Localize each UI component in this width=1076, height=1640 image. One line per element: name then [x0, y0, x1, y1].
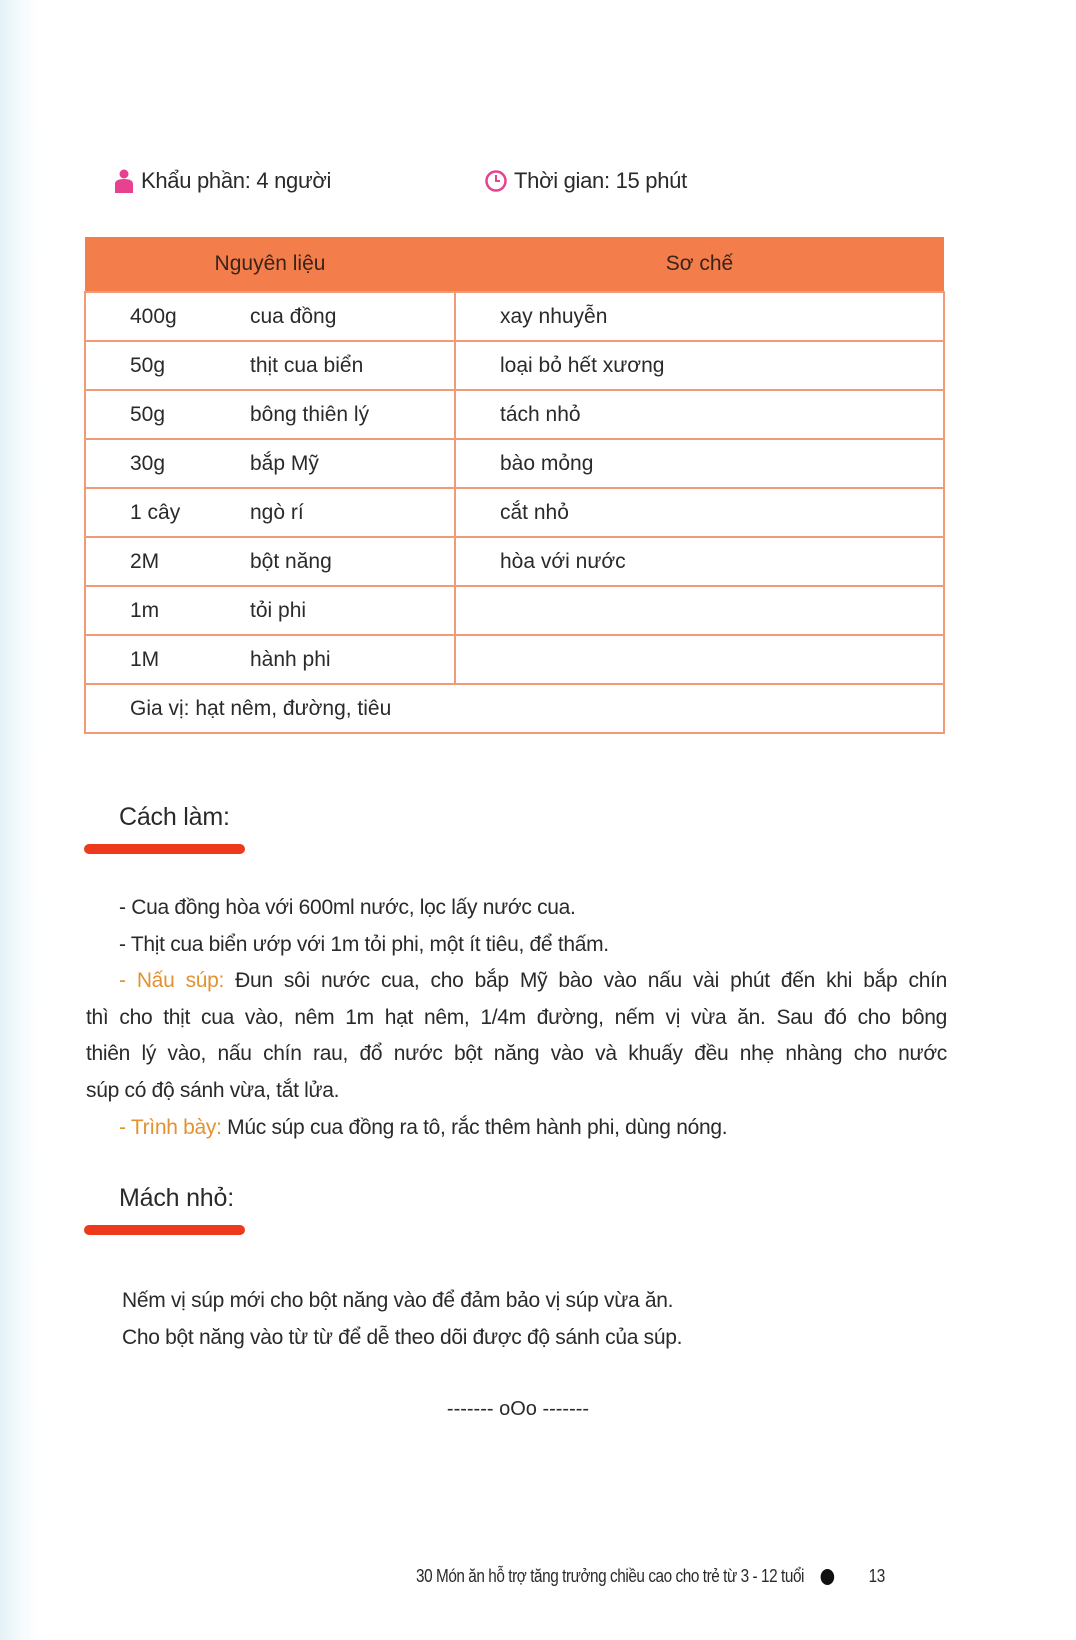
tip-line: Nếm vị súp mới cho bột năng vào để đảm bảo vị súp vừa ăn. — [122, 1289, 674, 1312]
ingredients-table — [84, 237, 945, 734]
preparation-step: bào mỏng — [455, 439, 944, 488]
clock-icon — [484, 169, 508, 193]
ingredient-row — [85, 341, 944, 390]
ingredient-quantity: 50g — [85, 341, 250, 390]
ingredient-name: hành phi — [250, 635, 455, 684]
ingredient-quantity: 1M — [85, 635, 250, 684]
ingredient-quantity: 1 cây — [85, 488, 250, 537]
header-preparation: Sơ chế — [455, 237, 944, 292]
ingredient-row — [85, 586, 944, 635]
step-1: - Cua đồng hòa với 600ml nước, lọc lấy nước cua. — [119, 896, 576, 919]
servings-text: Khẩu phần: 4 người — [141, 168, 332, 193]
ingredient-row — [85, 488, 944, 537]
time-text: Thời gian: 15 phút — [514, 168, 687, 193]
preparation-step: loại bỏ hết xương — [455, 341, 944, 390]
step-4: - Trình bày: Múc súp cua đồng ra tô, rắc thêm hành phi, dùng nóng. — [119, 1115, 728, 1139]
tips-heading: Mách nhỏ: — [119, 1184, 234, 1212]
step-3-line-2: thì cho thịt cua vào, nêm 1m hạt nêm, 1/4m đường, nếm vị vừa ăn. Sau đó cho bông — [86, 1005, 947, 1029]
step-3-line-4: súp có độ sánh vừa, tắt lửa. — [86, 1078, 340, 1102]
method-steps — [86, 890, 947, 1146]
page-number: 13 — [868, 1566, 885, 1586]
step-3-label: - Nấu súp: — [119, 969, 225, 993]
ingredient-name: bột năng — [250, 537, 455, 586]
preparation-step: hòa với nước — [455, 537, 944, 586]
time-info — [484, 168, 687, 194]
ingredient-row — [85, 635, 944, 684]
step-3-line-1: - Nấu súp: Đun sôi nước cua, cho bắp Mỹ bào vào nấu vài phút đến khi bắp chín — [119, 969, 947, 993]
preparation-step: xay nhuyễn — [455, 292, 944, 341]
tips-text — [122, 1283, 682, 1356]
ingredient-quantity: 400g — [85, 292, 250, 341]
person-icon — [113, 169, 135, 193]
page-footer — [416, 1566, 885, 1587]
ingredient-name: bông thiên lý — [250, 390, 455, 439]
ingredient-row — [85, 439, 944, 488]
ingredient-name: ngò rí — [250, 488, 455, 537]
step-2: - Thịt cua biển ướp với 1m tỏi phi, một ít tiêu, để thấm. — [119, 932, 609, 956]
tip-line: Cho bột năng vào từ từ để dễ theo dõi được độ sánh của súp. — [122, 1325, 683, 1349]
heading-underline — [84, 844, 245, 854]
seasoning-row: Gia vị: hạt nêm, đường, tiêu — [85, 684, 944, 733]
bullet-dot — [821, 1569, 835, 1585]
preparation-step: tách nhỏ — [455, 390, 944, 439]
ingredient-quantity: 1m — [85, 586, 250, 635]
heading-underline — [84, 1225, 245, 1235]
method-heading: Cách làm: — [119, 803, 230, 831]
ingredient-name: bắp Mỹ — [250, 439, 455, 488]
ingredient-name: thịt cua biển — [250, 341, 455, 390]
ingredient-row — [85, 537, 944, 586]
ingredient-quantity: 30g — [85, 439, 250, 488]
book-title: 30 Món ăn hỗ trợ tăng trưởng chiều cao cho trẻ từ 3 - 12 tuổi — [416, 1566, 805, 1586]
preparation-step — [455, 635, 944, 684]
ingredient-row — [85, 292, 944, 341]
section-separator: ------- oOo ------- — [446, 1398, 590, 1420]
header-ingredients: Nguyên liệu — [85, 237, 455, 292]
step-3-line-3: thiên lý vào, nấu chín rau, đổ nước bột năng vào và khuấy đều nhẹ nhàng cho nước — [86, 1042, 947, 1066]
ingredient-name: tỏi phi — [250, 586, 455, 635]
ingredient-quantity: 50g — [85, 390, 250, 439]
ingredient-name: cua đồng — [250, 292, 455, 341]
ingredient-quantity: 2M — [85, 537, 250, 586]
step-4-label: - Trình bày: — [119, 1115, 222, 1139]
preparation-step — [455, 586, 944, 635]
preparation-step: cắt nhỏ — [455, 488, 944, 537]
ingredient-row — [85, 390, 944, 439]
servings-info — [113, 168, 331, 194]
